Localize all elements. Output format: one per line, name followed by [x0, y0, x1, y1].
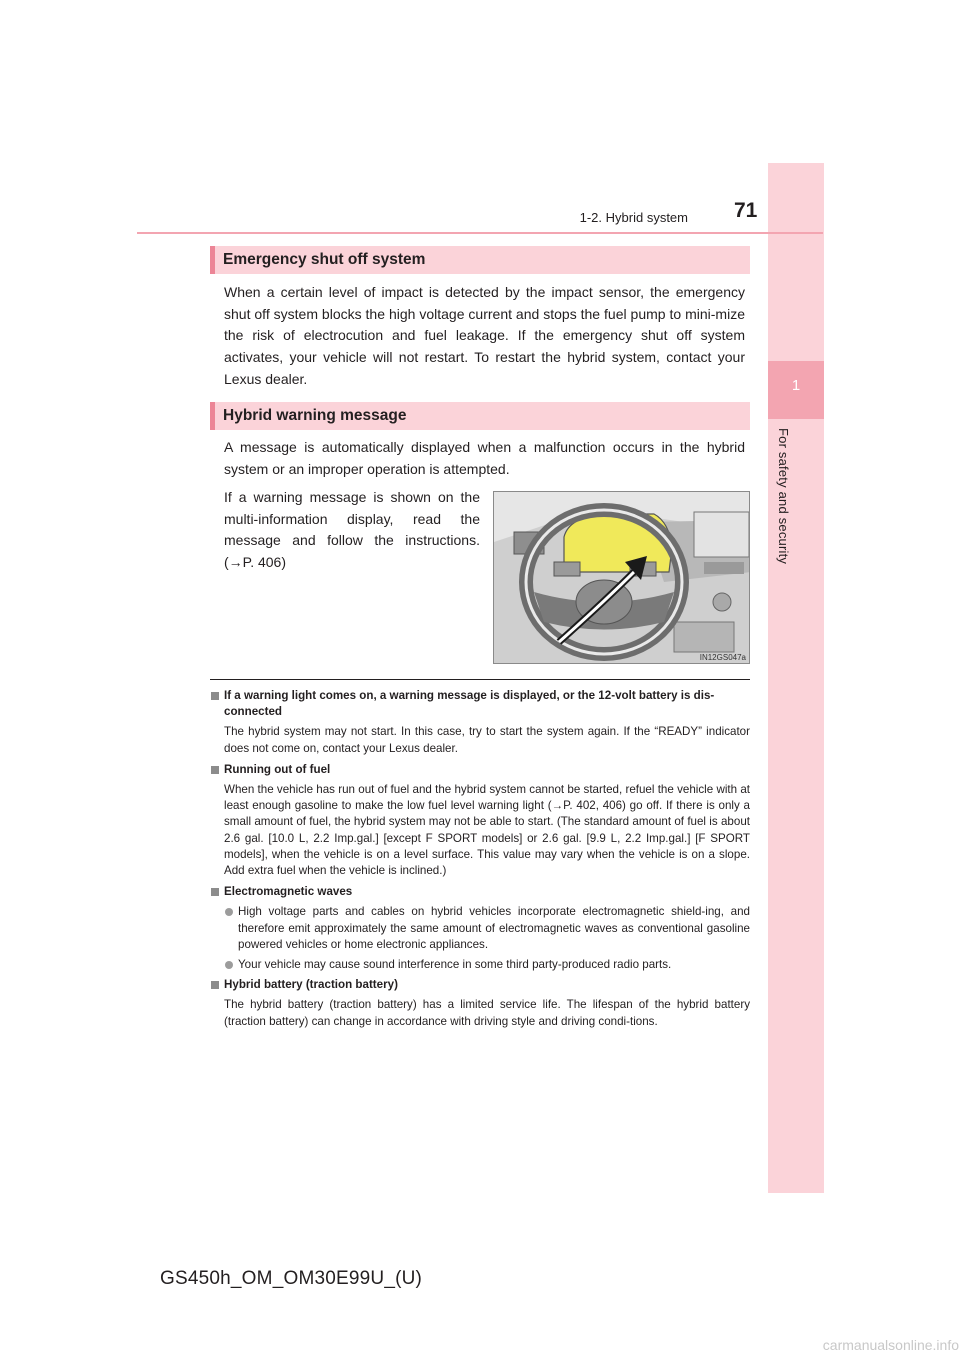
notes-separator — [210, 679, 750, 680]
paragraph-hybrid-warning-instruction: If a warning message is shown on the multi-information display, read the message and follow the instructions. (→P. 406) — [224, 489, 480, 571]
circle-bullet-icon — [225, 908, 233, 916]
note-heading: If a warning light comes on, a warning message is displayed, or the 12-volt battery is dis-connected — [210, 688, 750, 720]
chapter-title: For safety and security — [776, 428, 791, 565]
page-number: 71 — [734, 199, 758, 222]
square-bullet-icon — [211, 888, 219, 896]
header-section-title: 1-2. Hybrid system — [579, 210, 688, 225]
note-body: The hybrid battery (traction battery) has a limited service life. The lifespan of the hybrid battery (traction battery) can change in accordance with driving style and driving condi-tions. — [224, 998, 750, 1028]
dashboard-illustration — [493, 491, 750, 664]
side-tab-strip — [768, 163, 824, 1193]
dashboard-drawing — [494, 492, 750, 664]
note-body: When the vehicle has run out of fuel and the hybrid system cannot be started, refuel the vehicle with at least enough gasoline to make the low fuel level warning light (→P. 402, 406) go off. If there is only a small amount of fuel, the hybrid system may not be able to start. (The standard amount of fuel is about 2.6 gal. [10.0 L, 2.2 Imp.gal.] [except F SPORT models] or 2.6 gal. [9.9 L, 2.2 Imp.gal.] [F SPORT models], when the vehicle is on a level surface. This value may vary when the vehicle is on a slope. Add extra fuel when the vehicle is inclined.) — [224, 783, 750, 878]
manual-code-footer: GS450h_OM_OM30E99U_(U) — [160, 1268, 423, 1289]
note-heading: Hybrid battery (traction battery) — [210, 977, 750, 993]
square-bullet-icon — [211, 692, 219, 700]
header-rule — [137, 232, 823, 234]
note-heading: Running out of fuel — [210, 762, 750, 778]
chapter-number-tab[interactable]: 1 — [768, 361, 824, 419]
section-heading-text: Emergency shut off system — [223, 251, 426, 268]
square-bullet-icon — [211, 766, 219, 774]
paragraph-hybrid-warning-intro: A message is automatically displayed when a malfunction occurs in the hybrid system or an improper operation is attempted. — [224, 439, 745, 477]
circle-bullet-icon — [225, 961, 233, 969]
section-heading-text: Hybrid warning message — [223, 407, 407, 424]
note-body: The hybrid system may not start. In this case, try to start the system again. If the “READY” indicator does not come on, contact your Lexus dealer. — [224, 725, 750, 755]
square-bullet-icon — [211, 981, 219, 989]
note-bullet-item: Your vehicle may cause sound interference in some third party-produced radio parts. — [210, 957, 750, 973]
note-heading: Electromagnetic waves — [210, 884, 750, 900]
notes-section — [210, 688, 750, 1035]
paragraph-emergency-shut-off: When a certain level of impact is detected by the impact sensor, the emergency shut off system blocks the high voltage current and stops the fuel pump to mini-mize the risk of electrocution and fuel leakage. If the emergency shut off system activates, your vehicle will not restart. To restart the hybrid system, contact your Lexus dealer. — [224, 284, 745, 387]
section-heading-hybrid-warning — [210, 402, 750, 430]
section-heading-emergency-shut-off — [210, 246, 750, 274]
watermark: carmanualsonline.info — [822, 1337, 959, 1353]
note-bullet-item: High voltage parts and cables on hybrid vehicles incorporate electromagnetic shield-ing, and therefore emit approximately the same amount of electromagnetic waves as conventional gasoline powered vehicles or home electronic appliances. — [210, 904, 750, 953]
illustration-code: IN12GS047a — [699, 653, 746, 662]
